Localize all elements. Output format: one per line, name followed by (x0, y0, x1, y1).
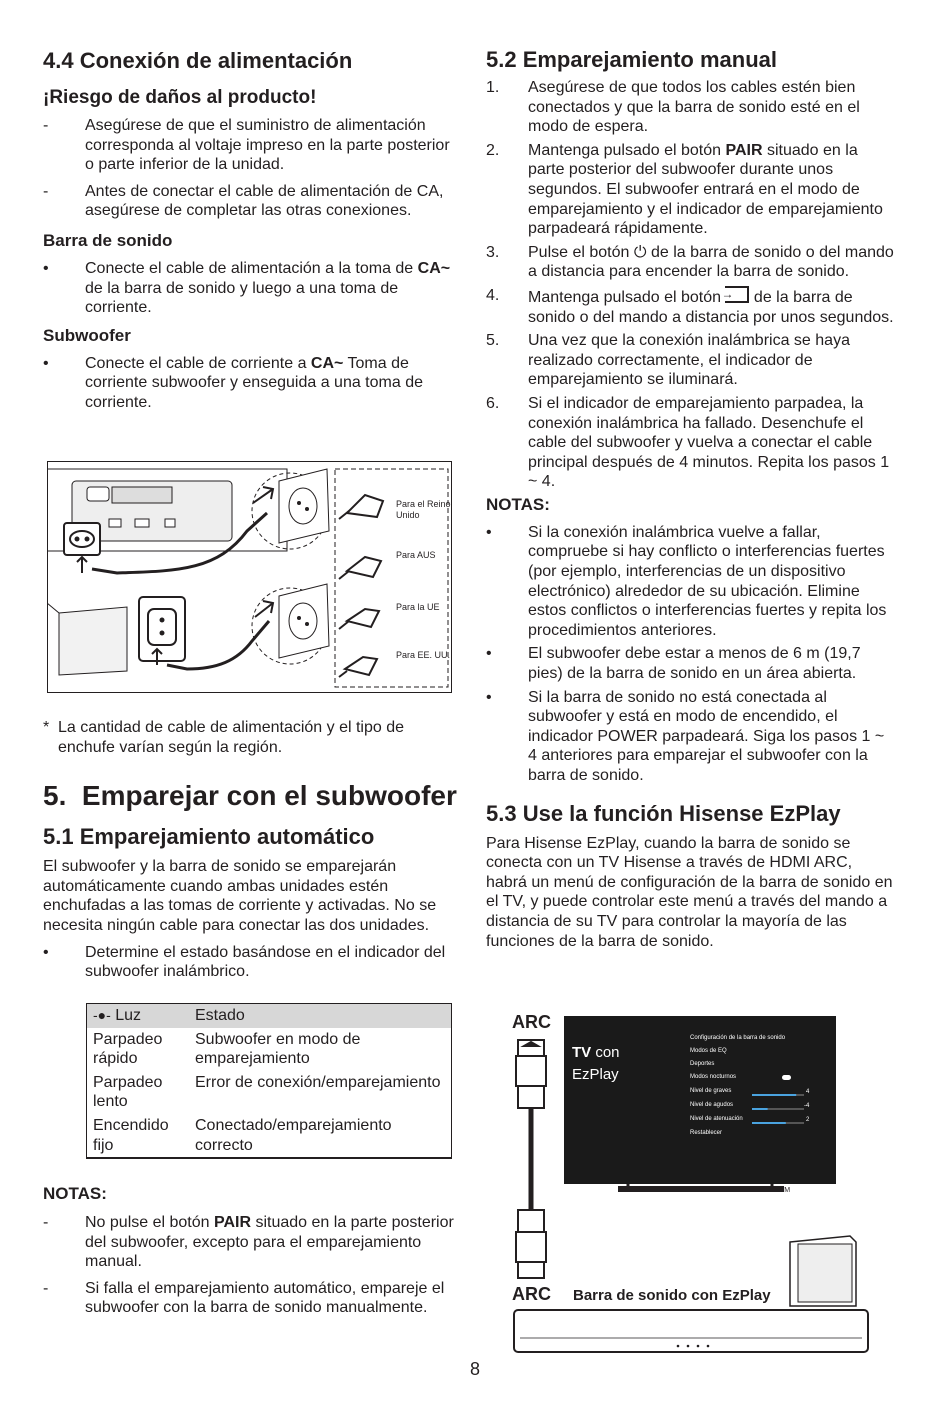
light-icon: -●- (93, 1007, 111, 1023)
list-item: 4. Mantenga pulsado el botón → de la barra de sonido o del mando a distancia por unos segundos. (486, 286, 894, 326)
slider-fill (752, 1094, 796, 1096)
table-row: Encendido fijo Conectado/emparejamiento correcto (93, 1116, 392, 1154)
plug-label-us: Para EE. UU. (396, 650, 451, 660)
list-item: - Asegúrese de que el suministro de alimentación corresponda al voltaje impreso en la parte posterior o parte inferior de la unidad. (43, 117, 450, 174)
notes-heading: NOTAS: (486, 494, 550, 514)
auto-pairing-intro: El subwoofer y la barra de sonido se emparejarán automáticamente cuando ambas unidades estén enchufadas a las tomas de corriente y activadas. No se necesita ningún cable para conectar las dos unidades. (43, 858, 437, 934)
power-diagram-svg (47, 461, 452, 693)
list-item: • El subwoofer debe estar a menos de 6 m (19,7 pies) de la barra de sonido en un área abierta. (486, 645, 861, 683)
table-row: Parpadeo rápido Subwoofer en modo de emparejamiento (93, 1030, 361, 1068)
slider-fill (752, 1108, 768, 1110)
list-item: 3. Pulse el botón ⏻ de la barra de sonido o del mando a distancia para encender la barra de sonido. (486, 243, 894, 281)
menu-value: -4 (804, 1103, 810, 1109)
list-item: • Determine el estado basándose en el indicador del subwoofer inalámbrico. (43, 943, 446, 981)
plug-label-eu: Para la UE (396, 602, 440, 612)
section-title-4-4: 4.4 Conexión de alimentación (43, 48, 353, 73)
left-notes (43, 1182, 455, 1318)
plug-label-aus: Para AUS (396, 550, 436, 560)
ezplay-diagram (500, 1010, 880, 1355)
list-item: • Si la barra de sonido no está conectada al subwoofer y está en modo de encendido, el indicador POWER parpadeará. Siga los pasos 1 ~ 4 anteriores para emparejar el subwoofer con la barra de sonido. (486, 688, 885, 784)
table-header-row (87, 1004, 451, 1028)
right-column (486, 40, 896, 951)
warning-heading: ¡Riesgo de daños al producto! (43, 87, 317, 108)
input-source-icon: → (725, 286, 749, 303)
list-item: - Antes de conectar el cable de alimentación de CA, asegúrese de completar las otras conexiones. (43, 182, 444, 220)
list-item: • Conecte el cable de alimentación a la toma de CA~ de la barra de sonido y luego a una toma de corriente. (43, 259, 451, 317)
tv-ezplay-label: TV con EzPlay (572, 1044, 620, 1083)
trademark-label: TM (780, 1187, 791, 1194)
arc-label-top: ARC (512, 1012, 551, 1032)
power-connection-diagram (47, 461, 452, 693)
section-title-5-2: 5.2 Emparejamiento manual (486, 47, 777, 72)
list-item: 2. Mantenga pulsado el botón PAIR situado en la parte posterior del subwoofer durante unos segundos. El subwoofer entrará en el modo de emparejamiento y el indicador de emparejamiento parpadeará rápidamente. (486, 141, 883, 238)
menu-item: Deportes (690, 1061, 715, 1067)
section-title-5: 5. Emparejar con el subwoofer (43, 780, 457, 812)
menu-item: Restablecer (690, 1130, 723, 1136)
soundbar-heading: Barra de sonido (43, 230, 173, 250)
menu-item: Nivel de graves (690, 1088, 732, 1094)
left-column (43, 40, 453, 413)
table-row: Parpadeo lento Error de conexión/emparejamiento (93, 1073, 441, 1111)
page-number: 8 (469, 1359, 480, 1379)
notes-heading: NOTAS: (43, 1184, 107, 1203)
list-item: 5. Una vez que la conexión inalámbrica se haya realizado correctamente, el indicador de emparejamiento se iluminará. (486, 332, 850, 389)
list-item: 6. Si el indicador de emparejamiento parpadea, la conexión inalámbrica ha fallado. Desenchufe el cable del subwoofer y vuelva a conectar el cable principal después de 4 minutos. Repita los pasos 1 ~ 4. (486, 394, 890, 491)
list-item: - No pulse el botón PAIR situado en la parte posterior del subwoofer, excepto para el emparejamiento manual. (43, 1214, 454, 1271)
plug-label-uk: Para el Reino Unido (396, 499, 451, 520)
section-title-5-1: 5.1 Emparejamiento automático (43, 824, 375, 850)
menu-item: Nivel de agudos (690, 1102, 734, 1108)
left-lower (43, 718, 455, 982)
list-item: • Si la conexión inalámbrica vuelve a fallar, compruebe si hay conflicto o interferencias fuertes (por ejemplo, interferencias de un dispositivo electrónico) alrededor de su ubicación. Elimine estos conflictos o interferencias fuertes y repita los procedimientos anteriores. (486, 523, 887, 639)
list-item: 1. Asegúrese de que todos los cables estén bien conectados y que la barra de sonido esté en el modo de espera. (486, 79, 860, 136)
menu-value: 2 (806, 1117, 810, 1123)
list-item: - Si falla el emparejamiento automático, empareje el subwoofer con la barra de sonido manualmente. (43, 1279, 445, 1317)
menu-item: Configuración de la barra de sonido (690, 1035, 786, 1041)
arc-label-bottom: ARC (512, 1284, 551, 1304)
menu-item: Nivel de atenuación (690, 1116, 743, 1122)
ezplay-intro: Para Hisense EzPlay, cuando la barra de sonido se conecta con un TV Hisense a través de HDMI ARC, habrá un menú de configuración de la barra de sonido en el TV, y puede controlar este menú a través del mando a distancia de su TV para controlar la mayoría de las funciones de la barra de sonido. (486, 834, 893, 950)
menu-value: 4 (806, 1089, 810, 1095)
menu-item: Modos de EQ (690, 1048, 727, 1054)
table-header: Estado (195, 1007, 245, 1024)
menu-item: Modos nocturnos (690, 1074, 737, 1080)
table-header: Luz (115, 1007, 142, 1024)
slider-fill (752, 1122, 786, 1124)
subwoofer-heading: Subwoofer (43, 325, 131, 345)
toggle-icon (782, 1075, 791, 1080)
footnote: * La cantidad de cable de alimentación y el tipo de enchufe varían según la región. (43, 719, 405, 756)
section-title-5-3: 5.3 Use la función Hisense EzPlay (486, 800, 841, 826)
list-item: • Conecte el cable de corriente a CA~ Toma de corriente subwoofer y enseguida a una toma de corriente. (43, 354, 423, 411)
status-table (86, 1003, 452, 1159)
soundbar-ezplay-label: Barra de sonido con EzPlay (573, 1287, 771, 1304)
power-icon: ⏻ (633, 243, 647, 261)
